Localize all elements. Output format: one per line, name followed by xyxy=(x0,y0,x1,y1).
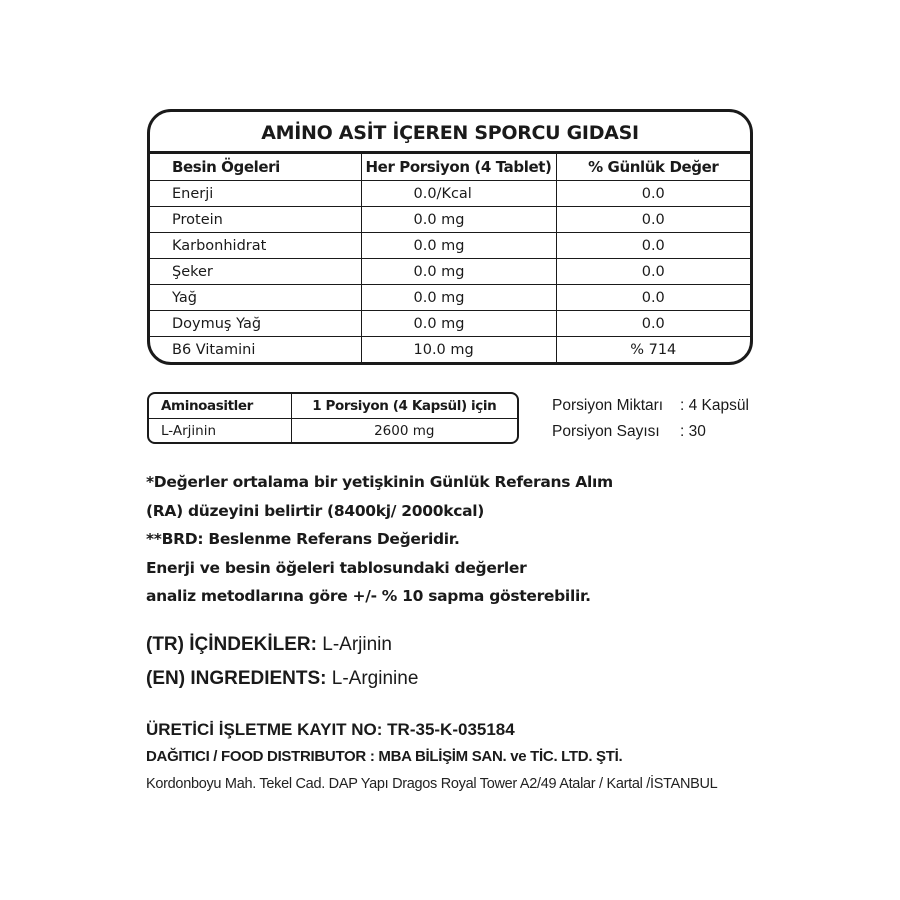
table-row xyxy=(150,337,750,363)
serving-count-row xyxy=(552,423,749,449)
serving-amount-value: : 4 Kapsül xyxy=(680,397,749,414)
distributor-name: DAĞITICI / FOOD DISTRIBUTOR : MBA BİLİŞİM SAN. ve TİC. LTD. ŞTİ. xyxy=(146,748,623,765)
ingredients-en xyxy=(146,662,418,696)
serving-amount-row xyxy=(552,397,749,423)
nutrition-header-row xyxy=(150,154,750,181)
nutrient-amount: 10.0 mg xyxy=(361,337,556,363)
footnote-line: **BRD: Beslenme Referans Değeridir. xyxy=(146,530,460,549)
table-row xyxy=(150,181,750,207)
table-row xyxy=(150,259,750,285)
ingredients-tr xyxy=(146,628,418,662)
table-row xyxy=(150,233,750,259)
nutrient-amount: 0.0 mg xyxy=(361,207,556,233)
ingredients-en-value: L-Arginine xyxy=(326,668,419,689)
nutrition-grid xyxy=(150,153,750,362)
nutrient-daily-value: 0.0 xyxy=(556,207,750,233)
ingredients-en-label: (EN) INGREDIENTS: xyxy=(146,668,327,689)
nutrition-table-title: AMİNO ASİT İÇEREN SPORCU GIDASI xyxy=(150,112,750,153)
nutrient-daily-value: 0.0 xyxy=(556,233,750,259)
footnote-line: (RA) düzeyini belirtir (8400kj/ 2000kcal) xyxy=(146,501,485,520)
distributor-address: Kordonboyu Mah. Tekel Cad. DAP Yapı Dragos Royal Tower A2/49 Atalar / Kartal /İSTANBUL xyxy=(146,776,718,792)
footnote-line: *Değerler ortalama bir yetişkinin Günlük Referans Alım xyxy=(146,473,613,491)
ingredients-section xyxy=(146,628,418,696)
table-row xyxy=(149,419,517,444)
nutrient-amount: 0.0 mg xyxy=(361,285,556,311)
amino-acid-amount: 2600 mg xyxy=(291,419,517,444)
registration-number: ÜRETİCİ İŞLETME KAYIT NO: TR-35-K-035184 xyxy=(146,720,515,739)
nutrient-daily-value: 0.0 xyxy=(556,181,750,207)
ingredients-tr-label: (TR) İÇİNDEKİLER: xyxy=(146,634,317,655)
column-header-per-serving: 1 Porsiyon (4 Kapsül) için xyxy=(291,394,517,419)
nutrient-daily-value: 0.0 xyxy=(556,311,750,337)
ingredients-tr-value: L-Arjinin xyxy=(316,634,392,655)
serving-info xyxy=(552,397,749,449)
column-header-daily-value: % Günlük Değer xyxy=(556,154,750,181)
table-row xyxy=(150,285,750,311)
nutrient-name: Şeker xyxy=(150,259,361,285)
serving-amount-label: Porsiyon Miktarı xyxy=(552,397,664,414)
column-header-nutrients: Besin Ögeleri xyxy=(150,154,361,181)
nutrient-daily-value: 0.0 xyxy=(556,259,750,285)
serving-count-value: : 30 xyxy=(680,423,706,440)
column-header-per-serving: Her Porsiyon (4 Tablet) xyxy=(361,154,556,181)
nutrient-amount: 0.0 mg xyxy=(361,233,556,259)
company-info xyxy=(146,716,717,797)
nutrient-amount: 0.0/Kcal xyxy=(361,181,556,207)
nutrition-facts-table xyxy=(147,109,753,365)
footnote-line: Enerji ve besin öğeleri tablosundaki değerler xyxy=(146,558,527,577)
amino-acid-name: L-Arjinin xyxy=(149,419,291,444)
nutrient-name: Enerji xyxy=(150,181,361,207)
amino-acid-table xyxy=(147,392,519,444)
nutrient-amount: 0.0 mg xyxy=(361,259,556,285)
nutrient-daily-value: % 714 xyxy=(556,337,750,363)
nutrient-amount: 0.0 mg xyxy=(361,311,556,337)
amino-grid xyxy=(149,394,517,443)
nutrient-name: Yağ xyxy=(150,285,361,311)
table-row xyxy=(150,207,750,233)
table-row xyxy=(150,311,750,337)
nutrient-name: Karbonhidrat xyxy=(150,233,361,259)
nutrient-name: Protein xyxy=(150,207,361,233)
serving-count-label: Porsiyon Sayısı xyxy=(552,423,660,440)
nutrient-name: Doymuş Yağ xyxy=(150,311,361,337)
nutrient-name: B6 Vitamini xyxy=(150,337,361,363)
nutrient-daily-value: 0.0 xyxy=(556,285,750,311)
column-header-amino-acids: Aminoasitler xyxy=(149,394,291,419)
footnotes xyxy=(146,468,613,611)
amino-header-row xyxy=(149,394,517,419)
footnote-line: analiz metodlarına göre +/- % 10 sapma gösterebilir. xyxy=(146,587,591,606)
